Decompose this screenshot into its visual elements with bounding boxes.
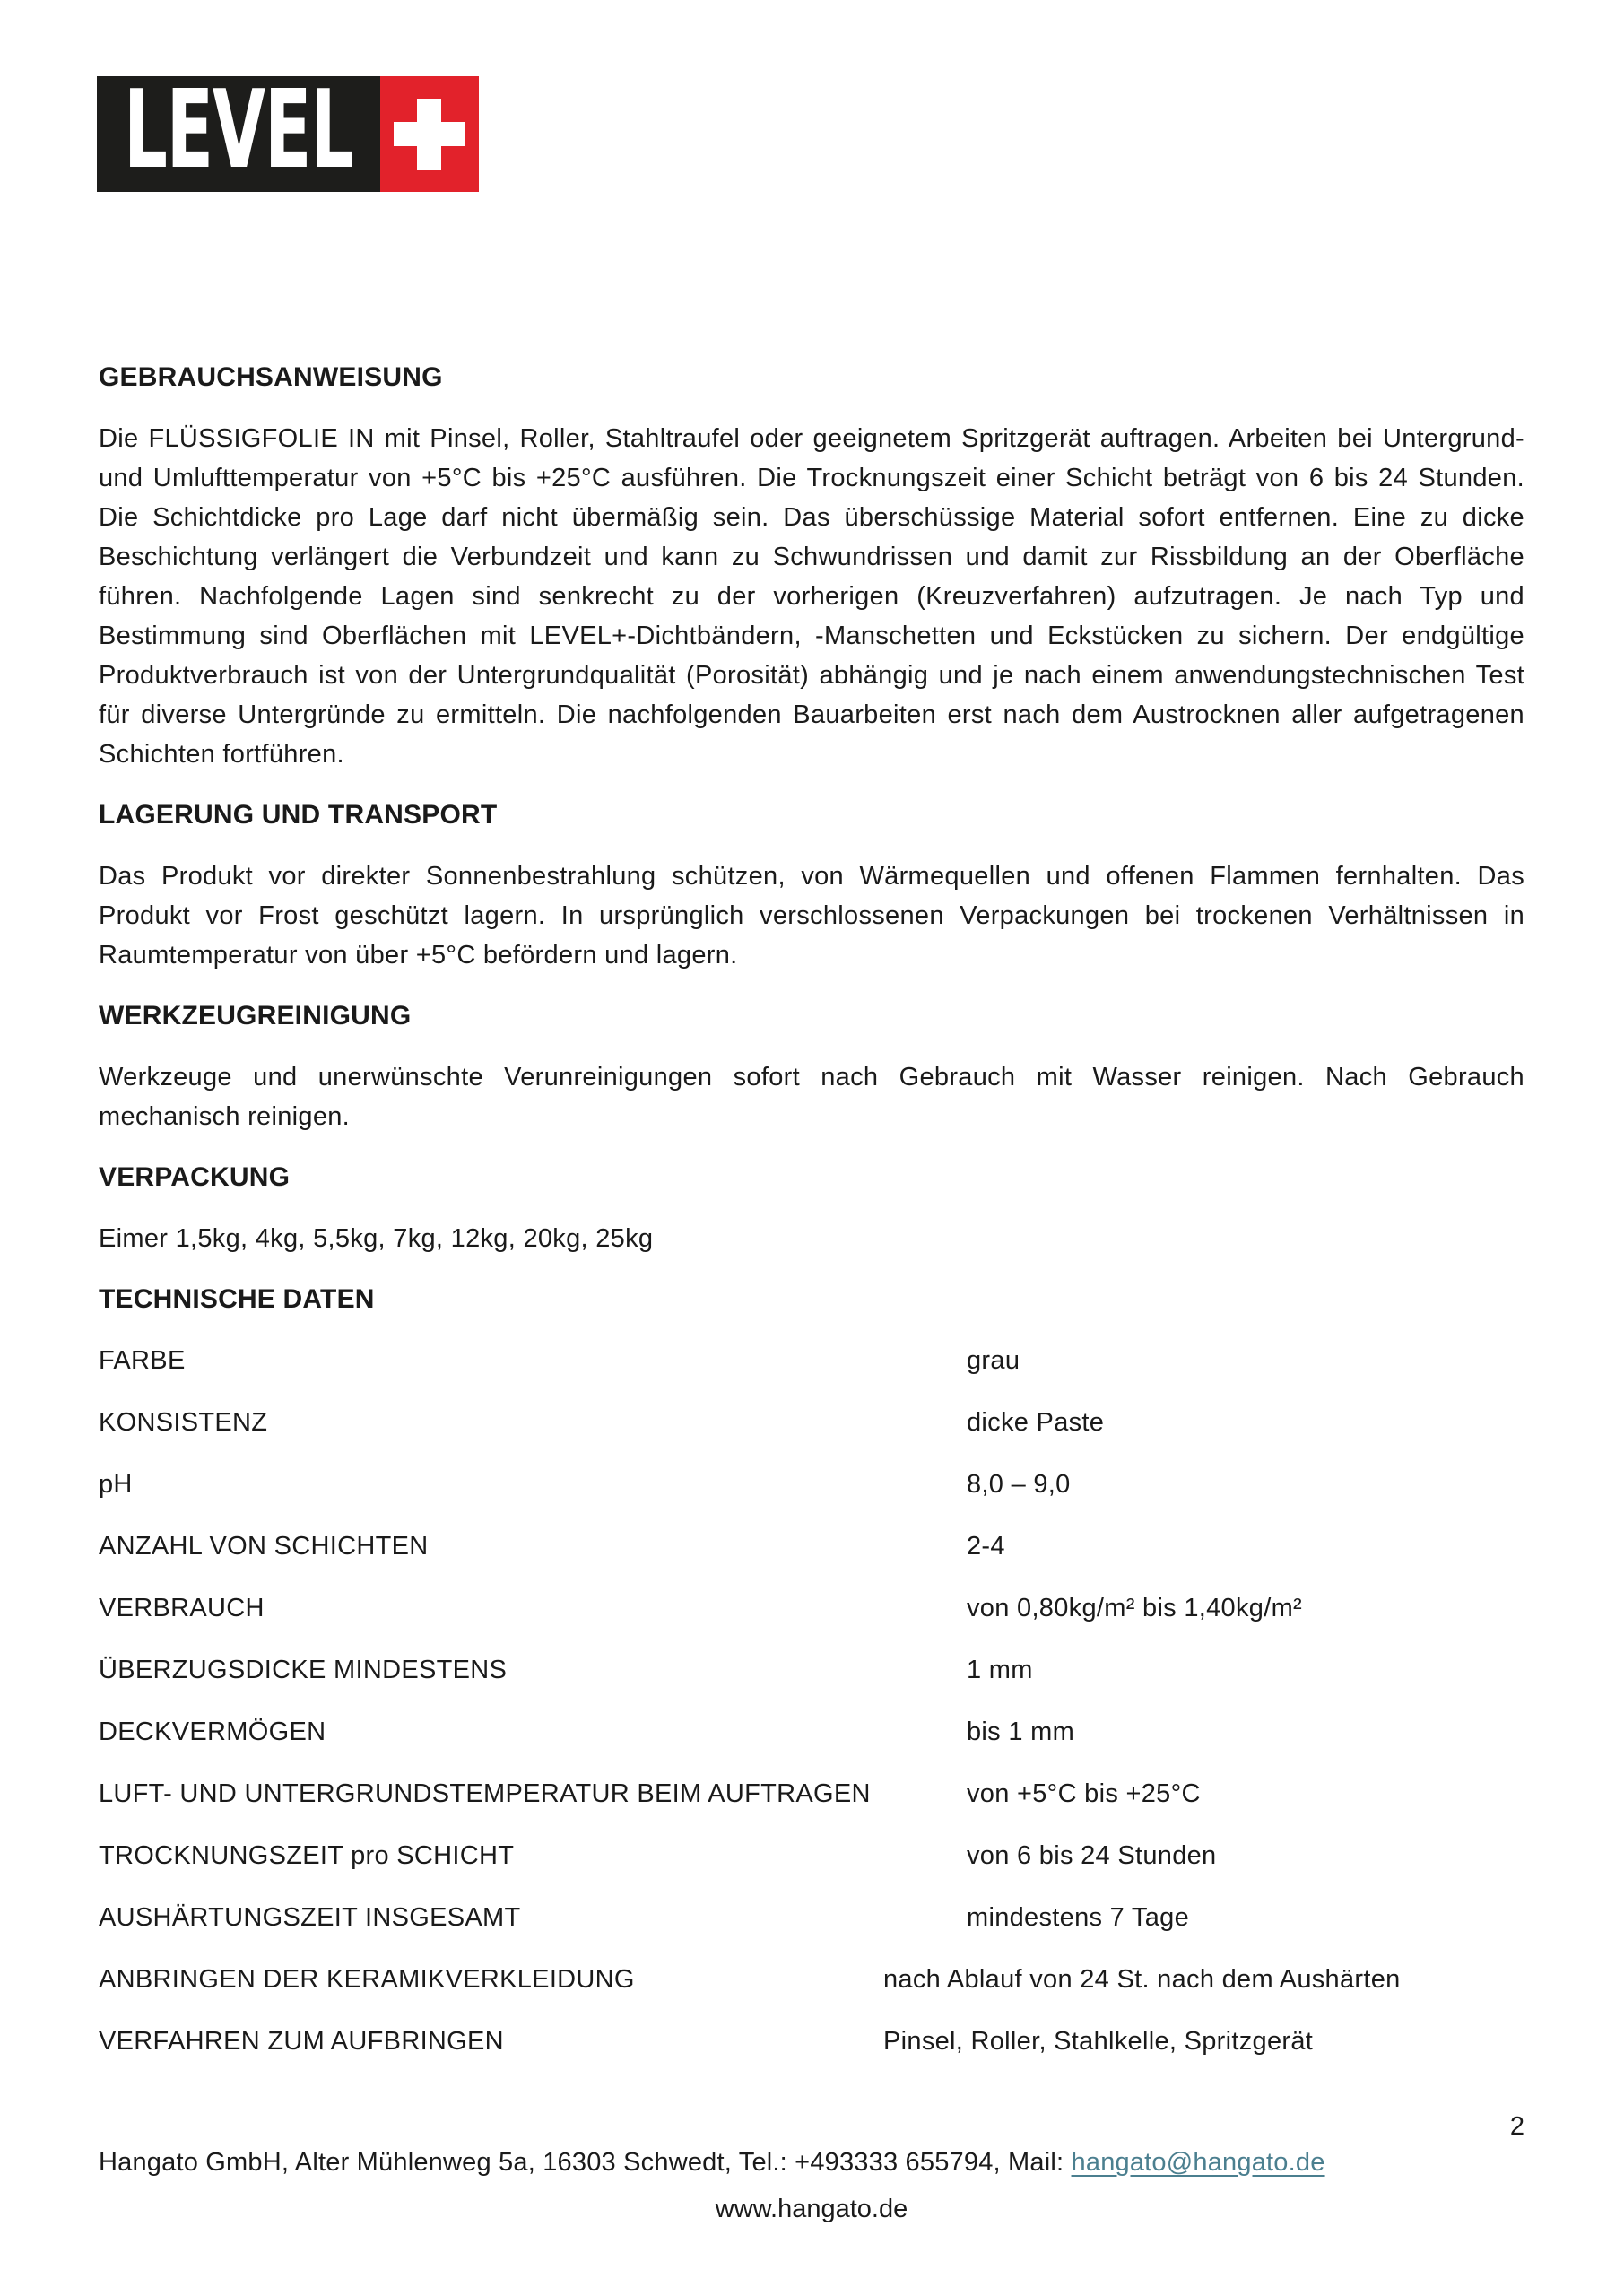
table-row (99, 1526, 1524, 1566)
document-body (99, 0, 1524, 2083)
tech-label-farbe: FARBE (99, 1346, 186, 1375)
tech-label-anzahl-von-schichten: ANZAHL VON SCHICHTEN (99, 1532, 429, 1561)
table-row (99, 2022, 1524, 2061)
tech-label-verfahren-zum-aufbringen: VERFAHREN ZUM AUFBRINGEN (99, 2027, 504, 2056)
table-row (99, 1588, 1524, 1628)
footer-company-line (99, 2143, 1524, 2182)
tech-value-verfahren-zum-aufbringen: Pinsel, Roller, Stahlkelle, Spritzgerät (883, 2027, 1314, 2056)
table-row (99, 1836, 1524, 1875)
footer-website-text: www.hangato.de (715, 2195, 908, 2223)
footer-website (99, 2189, 1524, 2229)
table-row (99, 1403, 1524, 1442)
tech-value-luft-und-untergrundstemperatur: von +5°C bis +25°C (967, 1779, 1201, 1808)
tech-label-deckvermoegen: DECKVERMÖGEN (99, 1718, 326, 1746)
tech-label-anbringen-der-keramikverkleidung: ANBRINGEN DER KERAMIKVERKLEIDUNG (99, 1965, 635, 1994)
tech-value-ph: 8,0 – 9,0 (967, 1470, 1071, 1499)
tech-value-aushaertungszeit: mindestens 7 Tage (967, 1903, 1190, 1932)
tech-value-trocknungszeit: von 6 bis 24 Stunden (967, 1841, 1217, 1870)
tech-label-verbrauch: VERBRAUCH (99, 1594, 265, 1622)
table-row (99, 1712, 1524, 1752)
table-row (99, 1774, 1524, 1813)
section-heading-lagerung-und-transport: LAGERUNG UND TRANSPORT (99, 800, 498, 830)
table-row (99, 1650, 1524, 1690)
tech-label-aushaertungszeit: AUSHÄRTUNGSZEIT INSGESAMT (99, 1903, 521, 1932)
paragraph-verpackung: Eimer 1,5kg, 4kg, 5,5kg, 7kg, 12kg, 20kg, 25kg (99, 1224, 654, 1253)
section-heading-werkzeugreinigung: WERKZEUGREINIGUNG (99, 1001, 412, 1031)
tech-label-ueberzugsdicke: ÜBERZUGSDICKE MINDESTENS (99, 1656, 508, 1684)
paragraph-gebrauchsanweisung: Die FLÜSSIGFOLIE IN mit Pinsel, Roller, Stahltraufel oder geeignetem Spritzgerät auftragen. Arbeiten bei Untergrund- und Umlufttemperatur von +5°C bis +25°C ausführen. Die Trocknungszeit einer Schicht beträgt von 6 bis 24 Stunden. Die Schichtdicke pro Lage darf nicht übermäßig sein. Das überschüssige Material sofort entfernen. Eine zu dicke Beschichtung verlängert die Verbundzeit und kann zu Schwundrissen und damit zur Rissbildung an der Oberfläche führen. Nachfolgende Lagen sind senkrecht zu der vorherigen (Kreuzverfahren) aufzutragen. Je nach Typ und Bestimmung sind Oberflächen mit LEVEL+-Dichtbändern, -Manschetten und Eckstücken zu sichern. Der endgültige Produktverbrauch ist von der Untergrundqualität (Porosität) abhängig und je nach einem anwendungstechnischen Test für diverse Untergründe zu ermitteln. Die nachfolgenden Bauarbeiten erst nach dem Austrocknen aller aufgetragenen Schichten fortführen. (99, 424, 1524, 769)
tech-label-trocknungszeit: TROCKNUNGSZEIT pro SCHICHT (99, 1841, 515, 1870)
tech-value-ueberzugsdicke: 1 mm (967, 1656, 1033, 1684)
paragraph-lagerung-und-transport: Das Produkt vor direkter Sonnenbestrahlung schützen, von Wärmequellen und offenen Flammen fernhalten. Das Produkt vor Frost geschützt lagern. In ursprünglich verschlossenen Verpackungen bei trockenen Verhältnissen in Raumtemperatur von über +5°C befördern und lagern. (99, 862, 1524, 970)
tech-value-verbrauch: von 0,80kg/m² bis 1,40kg/m² (967, 1594, 1302, 1622)
tech-value-konsistenz: dicke Paste (967, 1408, 1105, 1437)
tech-label-luft-und-untergrundstemperatur: LUFT- UND UNTERGRUNDSTEMPERATUR BEIM AUFTRAGEN (99, 1779, 871, 1808)
tech-value-farbe: grau (967, 1346, 1020, 1375)
tech-value-anzahl-von-schichten: 2-4 (967, 1532, 1005, 1561)
footer-company-text: Hangato GmbH, Alter Mühlenweg 5a, 16303 Schwedt, Tel.: +493333 655794, Mail: (99, 2148, 1072, 2177)
tech-value-deckvermoegen: bis 1 mm (967, 1718, 1075, 1746)
section-heading-technische-daten: TECHNISCHE DATEN (99, 1284, 375, 1314)
table-row (99, 1898, 1524, 1937)
tech-label-konsistenz: KONSISTENZ (99, 1408, 268, 1437)
table-row (99, 1960, 1524, 1999)
paragraph-werkzeugreinigung: Werkzeuge und unerwünschte Verunreinigungen sofort nach Gebrauch mit Wasser reinigen. Nach Gebrauch mechanisch reinigen. (99, 1063, 1524, 1131)
logo-wordmark: LEVEL (124, 67, 353, 193)
table-row (99, 1341, 1524, 1380)
page-number: 2 (1509, 2112, 1524, 2141)
tech-label-ph: pH (99, 1470, 133, 1499)
table-row (99, 1465, 1524, 1504)
footer-email-link[interactable]: hangato@hangato.de (1071, 2148, 1325, 2177)
section-heading-verpackung: VERPACKUNG (99, 1162, 291, 1192)
section-heading-gebrauchsanweisung: GEBRAUCHSANWEISUNG (99, 362, 443, 392)
tech-value-anbringen-der-keramikverkleidung: nach Ablauf von 24 St. nach dem Aushärten (883, 1965, 1401, 1994)
